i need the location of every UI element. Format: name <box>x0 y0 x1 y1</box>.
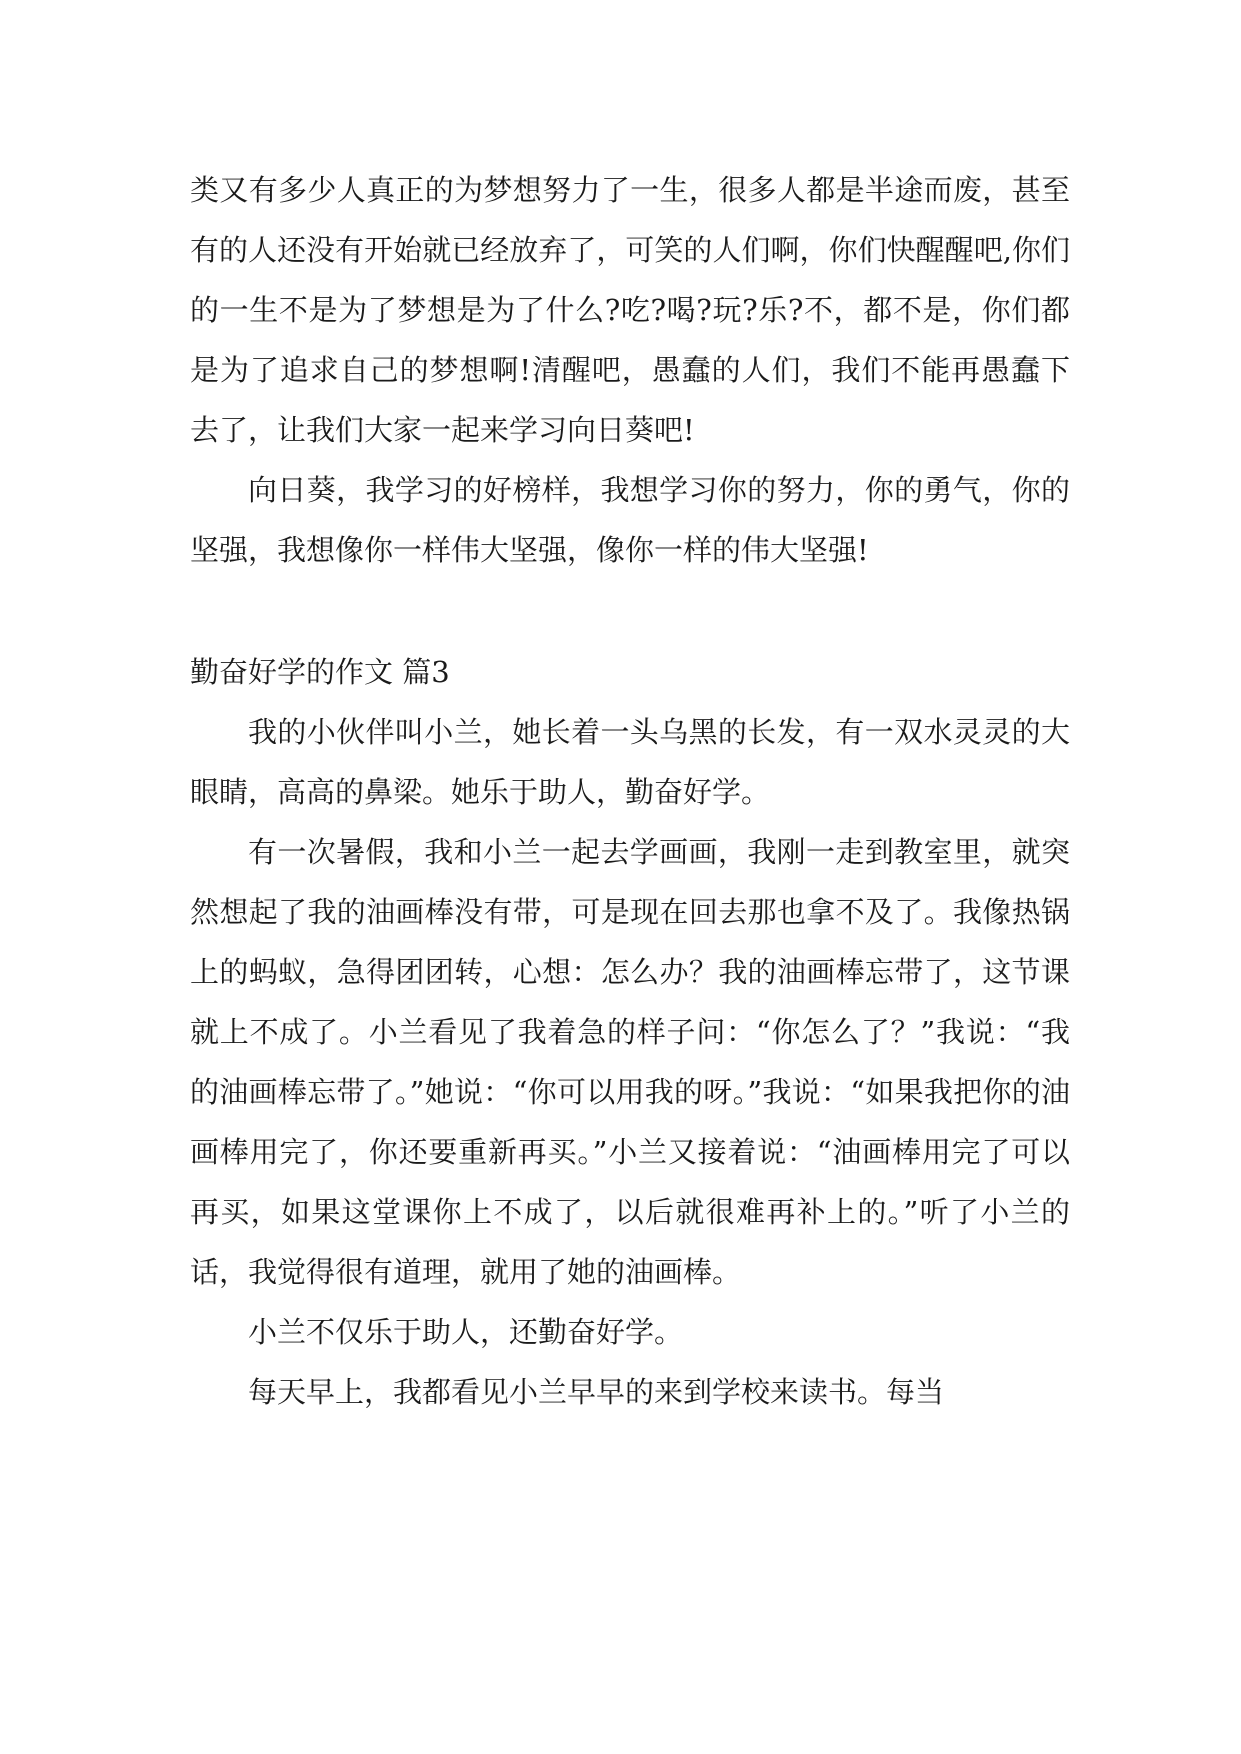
paragraph-intro: 我的小伙伴叫小兰，她长着一头乌黑的长发，有一双水灵灵的大眼睛，高高的鼻梁。她乐于助人，勤奋好学。 <box>190 715 1070 809</box>
section-heading: 勤奋好学的作文 篇3 <box>190 655 450 689</box>
paragraph-story: 有一次暑假，我和小兰一起去学画画，我刚一走到教室里，就突然想起了我的油画棒没有带，可是现在回去那也拿不及了。我像热锅上的蚂蚁，急得团团转，心想：怎么办？我的油画棒忘带了，这节课就上不成了。小兰看见了我着急的样子问：“你怎么了？”我说：“我的油画棒忘带了。”她说：“你可以用我的呀。”我说：“如果我把你的油画棒用完了，你还要重新再买。”小兰又接着说：“油画棒用完了可以再买，如果这堂课你上不成了，以后就很难再补上的。”听了小兰的话，我觉得很有道理，就用了她的油画棒。 <box>190 835 1070 1289</box>
paragraph-sunflower: 向日葵，我学习的好榜样，我想学习你的努力，你的勇气，你的坚强，我想像你一样伟大坚强，像你一样的伟大坚强! <box>190 473 1070 567</box>
paragraph-continued: 类又有多少人真正的为梦想努力了一生，很多人都是半途而废，甚至有的人还没有开始就已经放弃了，可笑的人们啊，你们快醒醒吧,你们的一生不是为了梦想是为了什么?吃?喝?玩?乐?不，都不是，你们都是为了追求自己的梦想啊!清醒吧，愚蠢的人们，我们不能再愚蠢下去了，让我们大家一起来学习向日葵吧! <box>190 173 1070 447</box>
document-body <box>190 160 1070 1422</box>
paragraph-morning: 每天早上，我都看见小兰早早的来到学校来读书。每当 <box>248 1375 945 1409</box>
paragraph-summary: 小兰不仅乐于助人，还勤奋好学。 <box>248 1315 684 1349</box>
section-spacer <box>190 580 1070 642</box>
